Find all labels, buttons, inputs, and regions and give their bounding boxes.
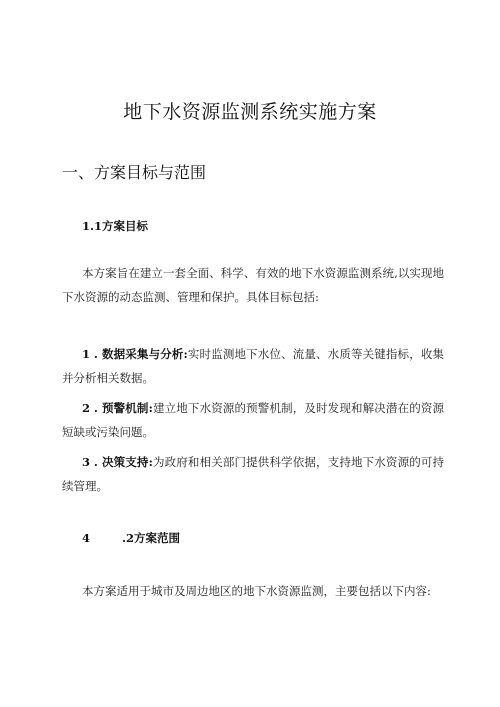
goal-item-label: . 数据采集与分析: xyxy=(93,347,188,361)
document-title: 地下水资源监测系统实施方案 xyxy=(123,101,377,123)
goal-item-text: 建立地下水资源的预警机制，及时发现和解决潜在的资源短缺或污染问题。 xyxy=(62,401,445,439)
goal-item xyxy=(62,342,444,390)
goal-item-label: . 预警机制: xyxy=(93,401,153,415)
goals-intro-text: 本方案旨在建立一套全面、科学、有效的地下水资源监测系统,以实现地下水资源的动态监测、管理和保护。具体目标包括: xyxy=(62,266,444,304)
scope-intro-paragraph xyxy=(62,579,444,603)
goal-item-number: 3 xyxy=(82,455,91,469)
goal-item-number: 2 xyxy=(82,401,91,415)
goal-item xyxy=(62,450,444,498)
goals-intro-paragraph xyxy=(62,261,444,309)
scope-intro-text: 本方案适用于城市及周边地区的地下水资源监测，主要包括以下内容: xyxy=(82,584,431,598)
goal-item-text: 为政府和相关部门提供科学依据，支持地下水资源的可持续管理。 xyxy=(62,455,445,493)
subsection-number: 4 xyxy=(82,531,91,545)
subsection-heading-goals: 1.1方案目标 xyxy=(82,219,149,233)
subsection-heading-text: .2方案范围 xyxy=(122,531,181,545)
goal-item xyxy=(62,396,444,444)
section-heading: 一、方案目标与范围 xyxy=(62,163,207,182)
subsection-heading-scope xyxy=(82,530,180,546)
goal-item-label: . 决策支持: xyxy=(93,455,153,469)
goal-item-number: 1 xyxy=(82,347,91,361)
goal-item-text: 实时监测地下水位、流量、水质等关键指标，收集并分析相关数据。 xyxy=(62,347,445,385)
